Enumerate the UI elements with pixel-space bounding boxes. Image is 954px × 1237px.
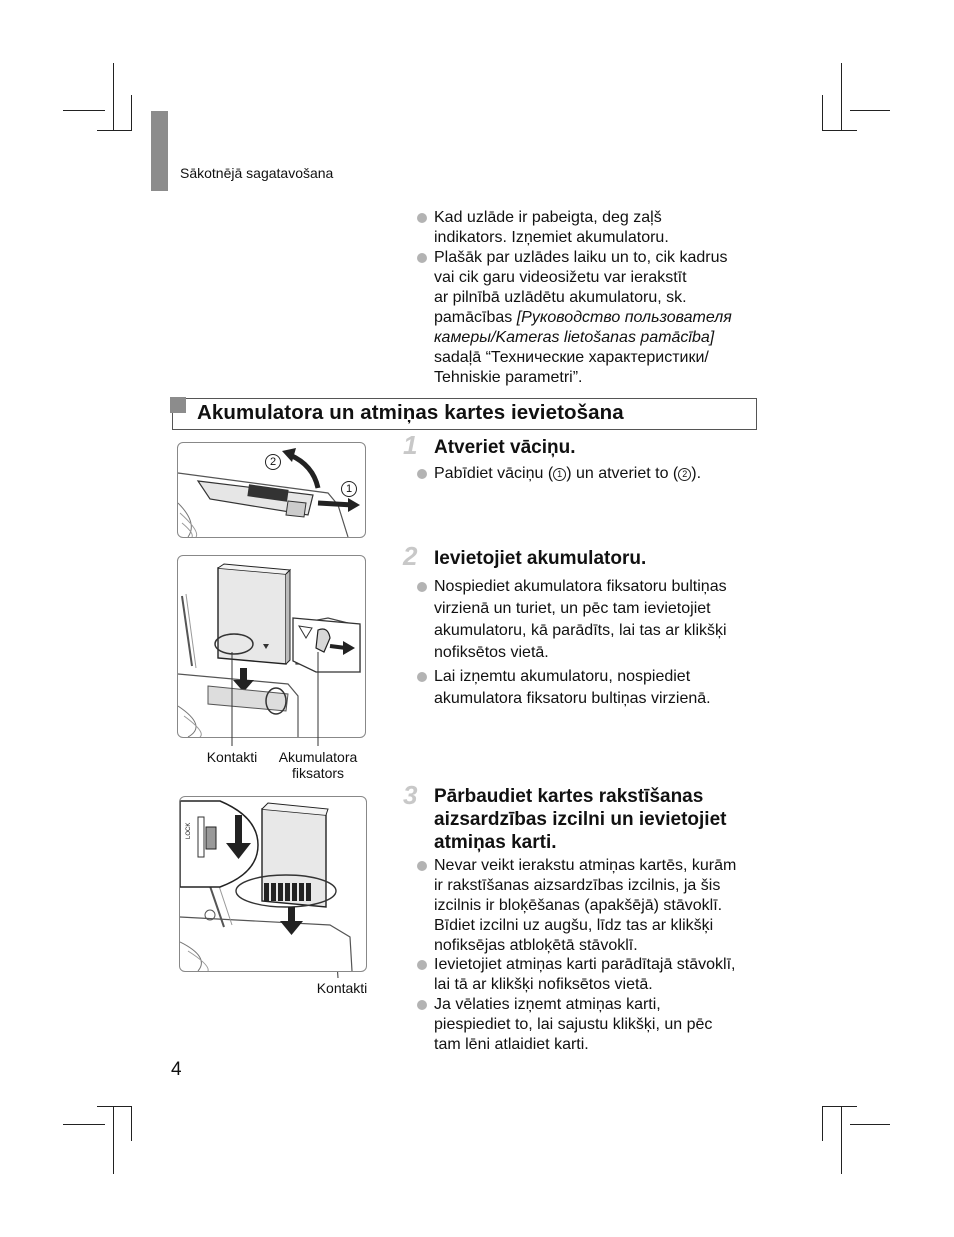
card-insertion-drawing [180, 797, 366, 971]
bullet-dot-icon [417, 672, 427, 682]
step-1-number: 1 [403, 430, 418, 460]
illustration-open-cover [177, 442, 366, 538]
step-3-number: 3 [403, 780, 418, 810]
bullet-dot-icon [417, 1000, 427, 1010]
bullet-dot-icon [417, 253, 427, 263]
battery-insertion-drawing [178, 556, 365, 737]
lock-label: LOCK [186, 822, 192, 839]
fig1-marker-1: 1 [341, 481, 357, 497]
bullet-dot-icon [417, 861, 427, 871]
step-2-bullet-2: Lai izņemtu akumulatoru, nospiediet akumulatora fiksatoru bultiņas virzienā. [434, 666, 711, 710]
step-1-bullet: Pabīdiet vāciņu ( 1 ) un atveriet to ( 2 ). [434, 463, 701, 485]
illustration-insert-battery [177, 555, 366, 738]
running-header: Sākotnējā sagatavošana [180, 165, 334, 181]
fig1-marker-2: 2 [265, 454, 281, 470]
bullet-dot-icon [417, 469, 427, 479]
step-2-bullet-1: Nospiediet akumulatora fiksatoru bultiņas virzienā un turiet, un pēc tam ievietojiet akumulatoru, kā parādīts, lai tas ar klikšķi nofiksētos vietā. [434, 576, 727, 664]
page-number: 4 [171, 1059, 182, 1080]
illustration-insert-card [179, 796, 367, 972]
step-3-title: Pārbaudiet kartes rakstīšanas aizsardzības izcilni un ievietojiet atmiņas karti. [434, 786, 727, 853]
caption-battery-lock: Akumulatora fiksators [278, 749, 358, 781]
section-square-icon [170, 397, 186, 413]
step-3-bullet-1: Nevar veikt ierakstu atmiņas kartēs, kurām ir rakstīšanas aizsardzības izcilnis, ja šis izcilnis ir bloķēšanas (apakšējā) stāvoklī. Bīdiet izcilni uz augšu, līdz tas ar klikšķi nofiksējas atbloķētā stāvoklī. [434, 856, 736, 956]
section-tab-marker [151, 111, 168, 191]
circled-marker-1: 1 [553, 468, 566, 481]
step-2-number: 2 [403, 541, 418, 571]
step-1-title: Atveriet vāciņu. [434, 437, 576, 458]
circled-marker-2: 2 [678, 468, 691, 481]
step-3-bullet-3: Ja vēlaties izņemt atmiņas karti, piespiediet to, lai sajustu klikšķi, un pēc tam lēni atlaidiet karti. [434, 995, 712, 1055]
step-3-bullet-2: Ievietojiet atmiņas karti parādītajā stāvoklī, lai tā ar klikšķi nofiksētos vietā. [434, 955, 735, 995]
caption-contacts-battery: Kontakti [206, 749, 258, 765]
section-title: Akumulatora un atmiņas kartes ievietošana [197, 401, 624, 424]
bullet-dot-icon [417, 213, 427, 223]
bullet-dot-icon [417, 960, 427, 970]
bullet-dot-icon [417, 582, 427, 592]
intro-bullet-1: Kad uzlāde ir pabeigta, deg zaļš indikators. Izņemiet akumulatoru. [434, 208, 669, 248]
intro-bullet-2: Plašāk par uzlādes laiku un to, cik kadrus vai cik garu videosižetu var ierakstīt ar pilnībā uzlādētu akumulatoru, sk. pamācības [Руководство пользователя камеры/Kameras lietošanas pamācība] sadaļā “Технические характеристики/ Tehniskie parametri”. [434, 248, 732, 388]
caption-contacts-card: Kontakti [316, 980, 368, 996]
step-2-title: Ievietojiet akumulatoru. [434, 548, 647, 569]
